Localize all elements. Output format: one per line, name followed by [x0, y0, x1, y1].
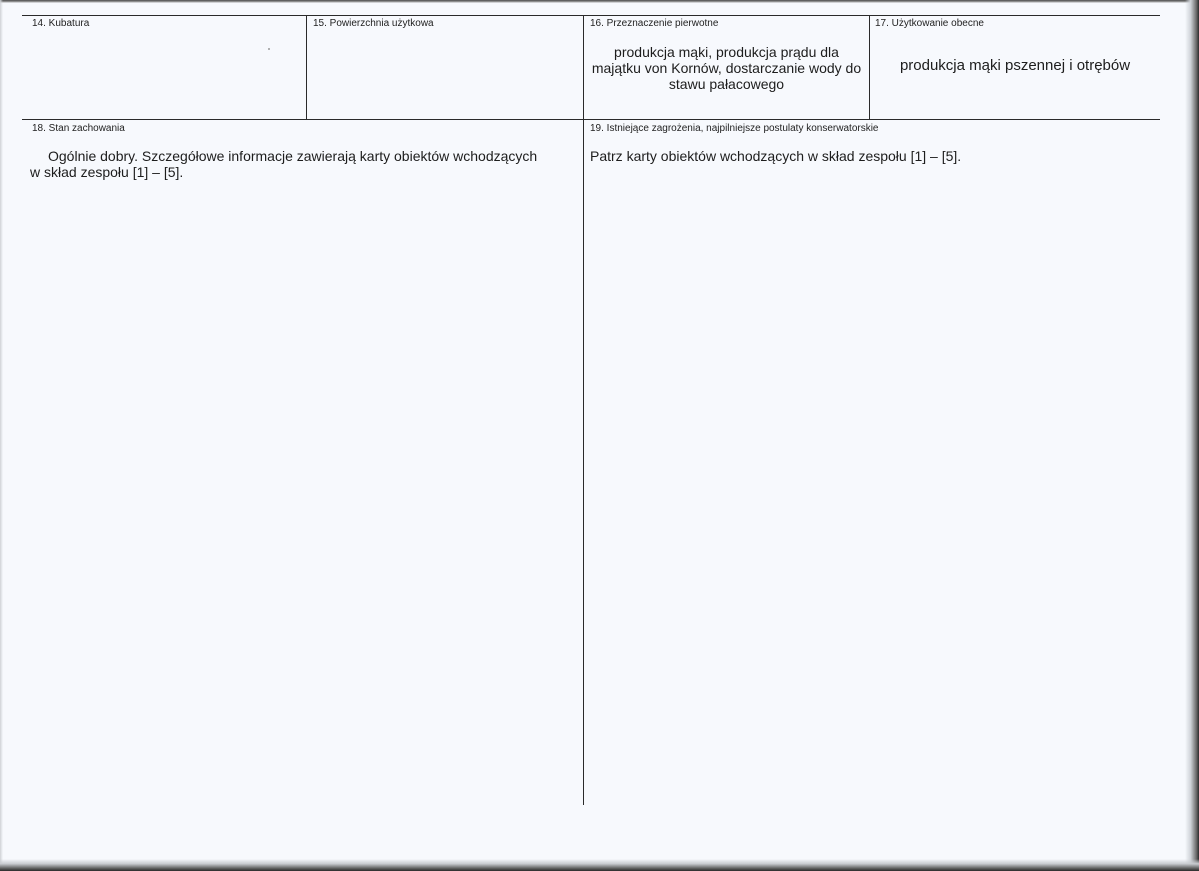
- value-line: w skład zespołu [1] – [5].: [30, 164, 184, 180]
- field-label-zagrozenia: 19. Istniejące zagrożenia, najpilniejsze postulaty konserwatorskie: [590, 123, 879, 134]
- field-value-uzytkowanie: produkcja mąki pszennej i otrębów: [899, 57, 1131, 74]
- scan-edge-top: [0, 0, 1199, 3]
- field-label-kubatura: 14. Kubatura: [32, 18, 90, 29]
- value-line: produkcja mąki, produkcja prądu dla: [614, 44, 839, 60]
- value-line: Ogólnie dobry. Szczegółowe informacje zawierają karty obiektów wchodzących: [48, 148, 538, 164]
- divider-18-19: [583, 119, 584, 805]
- divider-14-15: [306, 15, 307, 119]
- field-label-powierzchnia: 15. Powierzchnia użytkowa: [313, 18, 434, 29]
- field-value-zagrozenia: Patrz karty obiektów wchodzących w skład zespołu [1] – [5].: [590, 148, 962, 164]
- field-label-stan-zachowania: 18. Stan zachowania: [32, 123, 125, 134]
- value-line: stawu pałacowego: [668, 76, 785, 92]
- scan-speck: [268, 48, 270, 50]
- divider-15-16: [583, 15, 584, 119]
- scan-edge-right: [1185, 0, 1199, 871]
- field-value-przeznaczenie: [585, 44, 868, 92]
- divider-16-17: [869, 15, 870, 119]
- field-label-przeznaczenie: 16. Przeznaczenie pierwotne: [590, 18, 719, 29]
- top-rule: [22, 15, 1160, 16]
- field-label-uzytkowanie: 17. Użytkowanie obecne: [875, 18, 984, 29]
- scan-edge-bottom: [0, 859, 1199, 871]
- field-value-stan-zachowania: [30, 148, 578, 180]
- middle-rule: [22, 119, 1160, 120]
- value-line: majątku von Kornów, dostarczanie wody do: [591, 60, 862, 76]
- scan-edge-left: [0, 0, 3, 871]
